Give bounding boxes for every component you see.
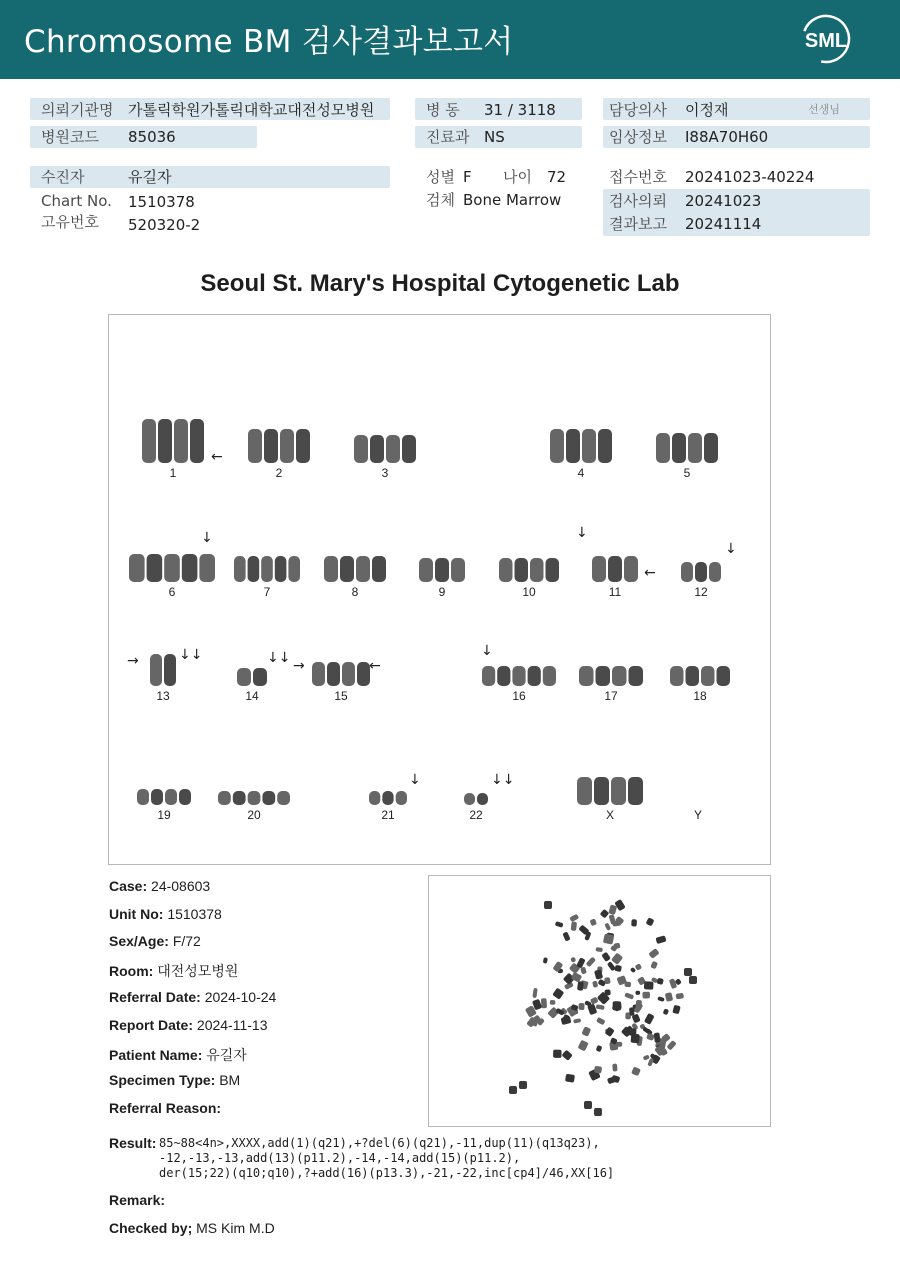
metaphase-chromosome: [569, 914, 579, 922]
metaphase-chromosome: [532, 988, 537, 998]
chromosome-14-copy: [237, 668, 251, 686]
metaphase-chromosome: [570, 957, 576, 963]
metaphase-chromosome: [643, 1054, 650, 1060]
chromosome-18-copy: [686, 666, 700, 686]
chromosome-3-copy: [354, 435, 368, 463]
specimen-type-line: Specimen Type: BM: [109, 1072, 241, 1088]
chromosome-11-copy: [624, 556, 638, 582]
metaphase-chromosome: [561, 1016, 572, 1025]
metaphase-chromosome: [543, 957, 548, 964]
chromosome-16-copy: [543, 666, 556, 686]
clinical-label: 임상정보: [609, 128, 667, 146]
chart-no-label: Chart No.: [41, 192, 112, 210]
metaphase-chromosome: [550, 1000, 556, 1005]
metaphase-chromosome: [571, 921, 577, 931]
chromosome-1-copy: [174, 419, 188, 463]
chromosome-10-copy: [546, 558, 560, 582]
metaphase-chromosome: [595, 947, 603, 952]
chromosome-5-copy: [688, 433, 702, 463]
metaphase-chromosome: [644, 1013, 655, 1025]
chromosome-8-copy: [324, 556, 338, 582]
chromosome-8-copy: [340, 556, 354, 582]
chromosome-20-copy: [248, 791, 261, 805]
referral-reason-line: Referral Reason:: [109, 1100, 222, 1116]
chromosome-label-19: 19: [157, 808, 171, 822]
ward-value: 31 / 3118: [484, 101, 556, 119]
chromosome-5-copy: [704, 433, 718, 463]
chromosome-2-copy: [248, 429, 262, 463]
metaphase-chromosome: [666, 1040, 676, 1051]
chromosome-1-copy: [158, 419, 172, 463]
metaphase-chromosome: [541, 998, 547, 1008]
request-value: 20241023: [685, 192, 762, 210]
chromosome-label-2: 2: [275, 466, 283, 480]
sml-logo-text: SML: [804, 30, 848, 52]
chromosome-label-13: 13: [156, 689, 170, 703]
chromosome-label-14: 14: [245, 689, 259, 703]
chromosome-9-copy: [419, 558, 433, 582]
chromosome-6-copy: [164, 554, 180, 582]
arrow-icon: ↓: [201, 530, 213, 546]
chart-no-value: 1510378: [128, 193, 195, 211]
metaphase-chromosome: [596, 1045, 603, 1052]
result-label: Result:: [109, 1135, 157, 1151]
chromosome-21-copy: [396, 791, 407, 805]
metaphase-chromosome: [644, 981, 654, 989]
chromosome-7-copy: [261, 556, 273, 582]
metaphase-chromosome: [669, 978, 677, 989]
institution-label: 의뢰기관명: [41, 101, 114, 119]
chromosome-7-copy: [234, 556, 246, 582]
metaphase-chromosome: [580, 967, 587, 975]
chromosome-blobs: [129, 419, 730, 805]
chromosome-label-X: X: [605, 808, 615, 822]
chromosome-label-20: 20: [247, 808, 261, 822]
chromosome-7-copy: [288, 556, 300, 582]
metaphase-chromosome: [544, 901, 552, 909]
chromosome-label-9: 9: [438, 585, 446, 599]
chromosome-20-copy: [233, 791, 246, 805]
result-line-2: -12,-13,-13,add(13)(p11.2),-14,-14,add(15)(p11.2),: [159, 1151, 521, 1165]
chromosome-label-21: 21: [381, 808, 395, 822]
chromosome-label-1: 1: [169, 466, 177, 480]
metaphase-chromosome: [578, 1003, 584, 1010]
metaphase-chromosome: [552, 988, 564, 1000]
chromosome-2-copy: [264, 429, 278, 463]
metaphase-chromosome: [519, 1081, 527, 1089]
chromosome-label-3: 3: [381, 466, 389, 480]
chromosome-4-copy: [566, 429, 580, 463]
chromosome-label-18: 18: [693, 689, 707, 703]
metaphase-chromosome: [590, 997, 599, 1005]
chromosome-16-copy: [512, 666, 525, 686]
doctor-label: 담당의사: [609, 101, 667, 119]
doctor-suffix: 선생님: [808, 103, 840, 116]
chromosome-labels: [156, 466, 708, 822]
metaphase-chromosome: [600, 909, 610, 919]
metaphase-chromosome: [555, 921, 564, 928]
age-value: 72: [547, 168, 567, 186]
metaphase-chromosome: [594, 1066, 602, 1074]
chromosome-X-copy: [594, 777, 609, 805]
chromosome-9-copy: [435, 558, 449, 582]
metaphase-chromosome: [578, 1040, 589, 1052]
metaphase-chromosome: [605, 1027, 615, 1037]
lab-title: Seoul St. Mary's Hospital Cytogenetic Lab: [200, 270, 680, 297]
metaphase-chromosome: [613, 1001, 622, 1010]
metaphase-chromosome: [592, 981, 598, 988]
metaphase-chromosome: [676, 993, 684, 1000]
chromosome-6-copy: [147, 554, 163, 582]
metaphase-chromosome: [604, 923, 611, 931]
metaphase-chromosome: [596, 1004, 605, 1010]
metaphase-chromosome: [584, 1101, 592, 1109]
unit-line: Unit No: 1510378: [109, 906, 222, 922]
metaphase-chromosomes: [509, 899, 697, 1116]
arrow-icon: ↓↓: [179, 647, 203, 663]
referral-date-line: Referral Date: 2024-10-24: [109, 989, 277, 1005]
chromosome-2-copy: [296, 429, 310, 463]
chromosome-1-copy: [142, 419, 156, 463]
receipt-value: 20241023-40224: [685, 168, 815, 186]
age-label: 나이: [503, 168, 532, 186]
specimen-value: Bone Marrow: [463, 191, 562, 209]
metaphase-chromosome: [646, 917, 655, 926]
chromosome-17-copy: [596, 666, 611, 686]
metaphase-chromosome: [581, 1026, 591, 1036]
metaphase-chromosome: [631, 1034, 640, 1044]
arrow-icon: ↓: [725, 541, 737, 557]
chromosome-8-copy: [356, 556, 370, 582]
chromosome-6-copy: [199, 554, 215, 582]
clinical-value: I88A70H60: [685, 128, 769, 146]
metaphase-chromosome: [655, 935, 666, 944]
chromosome-12-copy: [709, 562, 721, 582]
arrow-icon: ↓↓: [491, 772, 515, 788]
receipt-label: 접수번호: [609, 168, 667, 186]
metaphase-chromosome: [509, 1086, 517, 1094]
chromosome-17-copy: [629, 666, 644, 686]
metaphase-chromosome: [657, 978, 664, 985]
metaphase-chromosome: [654, 1032, 661, 1042]
chromosome-16-copy: [482, 666, 495, 686]
chromosome-3-copy: [386, 435, 400, 463]
chromosome-18-copy: [701, 666, 715, 686]
karyotype-arrows: [127, 449, 737, 788]
result-line-3: der(15;22)(q10;q10),?+add(16)(p13.3),-21,-22,inc[cp4]/46,XX[16]: [159, 1166, 615, 1180]
chromosome-12-copy: [681, 562, 693, 582]
dept-value: NS: [484, 128, 505, 146]
metaphase-chromosome: [573, 1018, 581, 1023]
chromosome-11-copy: [608, 556, 622, 582]
chromosome-15-copy: [312, 662, 325, 686]
chromosome-label-4: 4: [577, 466, 585, 480]
metaphase-chromosome: [657, 996, 665, 1002]
chromosome-21-copy: [382, 791, 393, 805]
chromosome-15-copy: [327, 662, 340, 686]
metaphase-chromosome: [577, 981, 584, 991]
karyogram: [109, 315, 770, 864]
chromosome-22-copy: [464, 793, 475, 805]
hospital-code-value: 85036: [128, 128, 176, 146]
metaphase-chromosome: [614, 965, 622, 972]
remark-line: Remark:: [109, 1192, 166, 1208]
chromosome-1-copy: [190, 419, 204, 463]
sexage-line: Sex/Age: F/72: [109, 933, 201, 949]
dept-label: 진료과: [426, 128, 470, 146]
metaphase-spread: [429, 876, 770, 1126]
metaphase-chromosome: [646, 1033, 655, 1041]
karyotype-image: [108, 314, 771, 865]
chromosome-17-copy: [612, 666, 627, 686]
patient-value: 유길자: [128, 168, 172, 186]
chromosome-9-copy: [451, 558, 465, 582]
chromosome-10-copy: [530, 558, 544, 582]
chromosome-18-copy: [670, 666, 684, 686]
sml-logo: [796, 12, 856, 66]
patient-name-line: Patient Name: 유길자: [109, 1047, 247, 1063]
metaphase-chromosome: [684, 968, 692, 976]
arrow-icon: ↓↓: [267, 650, 291, 666]
metaphase-chromosome: [665, 992, 673, 1002]
chromosome-label-11: 11: [608, 585, 622, 599]
chromosome-label-16: 16: [512, 689, 526, 703]
metaphase-chromosome: [562, 931, 570, 941]
chromosome-16-copy: [497, 666, 510, 686]
chromosome-4-copy: [598, 429, 612, 463]
arrow-icon: ←: [211, 449, 223, 465]
report-header: [0, 0, 900, 79]
chromosome-10-copy: [515, 558, 529, 582]
chromosome-label-12: 12: [694, 585, 708, 599]
chromosome-label-22: 22: [469, 808, 483, 822]
metaphase-image: [428, 875, 771, 1127]
sex-label: 성별: [426, 168, 455, 186]
metaphase-chromosome: [586, 957, 596, 968]
metaphase-chromosome: [565, 1074, 575, 1083]
metaphase-chromosome: [624, 992, 634, 999]
report-date-line: Report Date: 2024-11-13: [109, 1017, 268, 1033]
request-label: 검사의뢰: [609, 192, 667, 210]
metaphase-chromosome: [609, 914, 617, 925]
metaphase-chromosome: [642, 992, 650, 999]
chromosome-3-copy: [402, 435, 416, 463]
report-title: Chromosome BM 검사결과보고서: [24, 24, 514, 60]
chromosome-label-17: 17: [604, 689, 618, 703]
chromosome-19-copy: [179, 789, 191, 805]
chromosome-3-copy: [370, 435, 384, 463]
chromosome-17-copy: [579, 666, 594, 686]
result-line-1: 85~88<4n>,XXXX,add(1)(q21),+?del(6)(q21),-11,dup(11)(q13q23),: [159, 1136, 600, 1150]
arrow-icon: ↓: [576, 525, 588, 541]
chromosome-20-copy: [218, 791, 231, 805]
ward-label: 병 동: [426, 101, 460, 119]
metaphase-chromosome: [611, 953, 623, 965]
metaphase-chromosome: [631, 919, 637, 926]
metaphase-chromosome: [631, 1066, 641, 1076]
checked-line: Checked by; MS Kim M.D: [109, 1220, 275, 1236]
chromosome-4-copy: [550, 429, 564, 463]
chromosome-5-copy: [672, 433, 686, 463]
metaphase-chromosome: [590, 918, 597, 926]
chromosome-2-copy: [280, 429, 294, 463]
doctor-value: 이정재: [685, 101, 729, 119]
hospital-code-label: 병원코드: [41, 128, 99, 146]
chromosome-label-Y: Y: [693, 808, 703, 822]
chromosome-10-copy: [499, 558, 513, 582]
unique-no-label: 고유번호: [41, 213, 99, 231]
case-line: Case: 24-08603: [109, 878, 211, 894]
sex-value: F: [463, 168, 472, 186]
chromosome-22-copy: [477, 793, 488, 805]
chromosome-6-copy: [129, 554, 145, 582]
arrow-icon: ←: [369, 658, 381, 674]
chromosome-12-copy: [695, 562, 707, 582]
metaphase-chromosome: [650, 961, 658, 969]
chromosome-7-copy: [248, 556, 260, 582]
metaphase-chromosome: [596, 1017, 606, 1025]
metaphase-chromosome: [612, 1064, 617, 1072]
report-value: 20241114: [685, 215, 762, 233]
chromosome-18-copy: [717, 666, 731, 686]
chromosome-20-copy: [262, 791, 275, 805]
chromosome-19-copy: [165, 789, 177, 805]
chromosome-label-6: 6: [168, 585, 176, 599]
chromosome-19-copy: [151, 789, 163, 805]
chromosome-label-5: 5: [683, 466, 691, 480]
metaphase-chromosome: [648, 948, 659, 959]
chromosome-14-copy: [253, 668, 267, 686]
chromosome-X-copy: [577, 777, 592, 805]
chromosome-15-copy: [342, 662, 355, 686]
chromosome-21-copy: [369, 791, 380, 805]
chromosome-16-copy: [528, 666, 541, 686]
chromosome-5-copy: [656, 433, 670, 463]
room-line: Room: 대전성모병원: [109, 963, 239, 979]
chromosome-19-copy: [137, 789, 149, 805]
metaphase-chromosome: [630, 967, 636, 973]
metaphase-chromosome: [635, 991, 640, 995]
chromosome-label-15: 15: [334, 689, 348, 703]
metaphase-chromosome: [672, 1005, 680, 1015]
chromosome-4-copy: [582, 429, 596, 463]
metaphase-chromosome: [608, 904, 617, 915]
chromosome-13-copy: [164, 654, 176, 686]
metaphase-chromosome: [594, 1108, 602, 1116]
chromosome-6-copy: [182, 554, 198, 582]
chromosome-20-copy: [277, 791, 290, 805]
arrow-icon: ↓: [409, 772, 421, 788]
metaphase-chromosome: [635, 963, 642, 970]
metaphase-chromosome: [663, 1008, 669, 1015]
chromosome-X-copy: [611, 777, 626, 805]
institution-value: 가톨릭학원가톨릭대학교대전성모병원: [128, 101, 375, 119]
patient-label: 수진자: [41, 168, 85, 186]
arrow-icon: →: [293, 658, 305, 674]
specimen-label: 검체: [426, 191, 455, 209]
metaphase-chromosome: [601, 952, 611, 962]
metaphase-chromosome: [689, 976, 697, 984]
result-karyotype: [159, 1136, 614, 1181]
chromosome-label-7: 7: [263, 585, 271, 599]
chromosome-7-copy: [275, 556, 287, 582]
chromosome-label-10: 10: [522, 585, 536, 599]
metaphase-chromosome: [553, 1050, 562, 1058]
arrow-icon: ↓: [481, 643, 493, 659]
chromosome-label-8: 8: [351, 585, 359, 599]
report-label: 결과보고: [609, 215, 667, 233]
chromosome-X-copy: [628, 777, 643, 805]
arrow-icon: →: [127, 653, 139, 669]
metaphase-chromosome: [604, 989, 610, 995]
chromosome-8-copy: [372, 556, 386, 582]
chromosome-13-copy: [150, 654, 162, 686]
chromosome-11-copy: [592, 556, 606, 582]
metaphase-chromosome: [561, 1050, 572, 1061]
arrow-icon: ←: [644, 565, 656, 581]
unique-no-value: 520320-2: [128, 216, 201, 234]
